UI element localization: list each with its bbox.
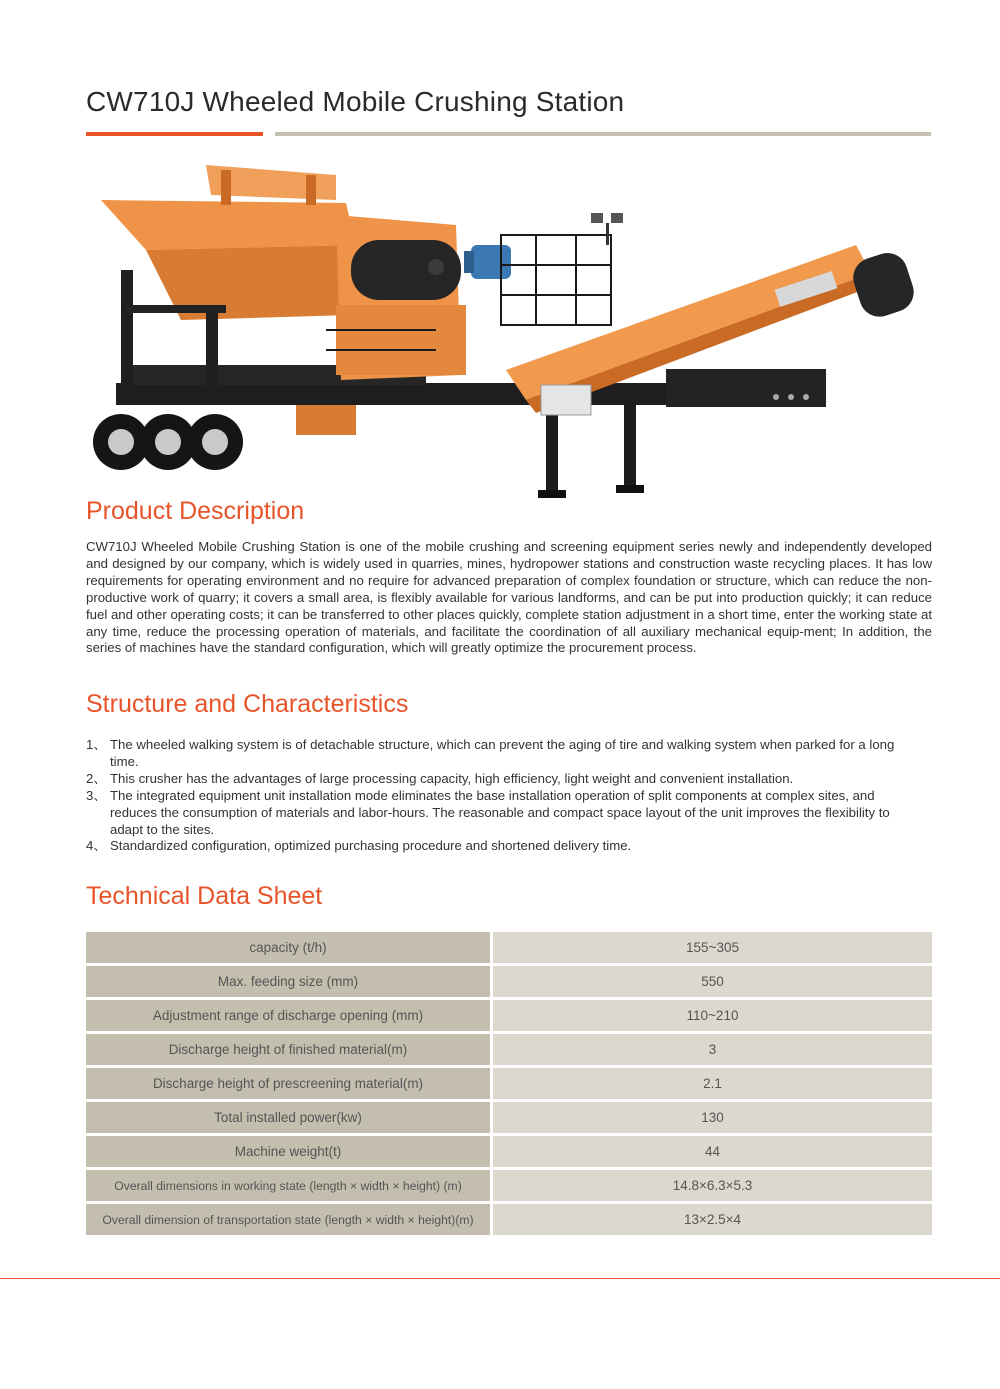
spec-value: 550 xyxy=(493,966,932,997)
spec-value: 110~210 xyxy=(493,1000,932,1031)
spec-label: Discharge height of prescreening material(m) xyxy=(86,1068,493,1099)
list-item xyxy=(86,838,916,855)
support-leg xyxy=(546,405,558,495)
list-item-number: 4、 xyxy=(86,838,107,854)
table-row xyxy=(86,1204,932,1235)
title-accent-rule xyxy=(86,132,263,136)
spec-label: Max. feeding size (mm) xyxy=(86,966,493,997)
spec-value: 155~305 xyxy=(493,932,932,963)
control-box xyxy=(541,385,591,415)
flywheel xyxy=(351,240,461,300)
structure-heading: Structure and Characteristics xyxy=(86,690,409,718)
list-item-number: 2、 xyxy=(86,770,107,786)
spec-label: capacity (t/h) xyxy=(86,932,493,963)
list-item xyxy=(86,788,916,839)
feed-hopper xyxy=(101,200,356,250)
table-row xyxy=(86,966,932,997)
spec-value: 130 xyxy=(493,1102,932,1133)
spec-value: 13×2.5×4 xyxy=(493,1204,932,1235)
list-item-text: This crusher has the advantages of large processing capacity, high efficiency, light weight and convenient installation. xyxy=(110,770,794,786)
list-item-text: The integrated equipment unit installation mode eliminates the base installation operation of split components at complex sites, and reduces the consumption of materials and labor-hours. The reasonable and compact space layout of the unit improves the flexibility to adapt to the sites. xyxy=(110,787,890,837)
spec-label: Adjustment range of discharge opening (mm) xyxy=(86,1000,493,1031)
table-row xyxy=(86,1170,932,1201)
table-row xyxy=(86,1136,932,1167)
motor xyxy=(471,245,511,279)
table-row xyxy=(86,1000,932,1031)
list-item xyxy=(86,771,916,788)
structure-list xyxy=(86,737,916,855)
footer-divider xyxy=(0,1278,1000,1279)
spec-label: Overall dimension of transportation state (length × width × height)(m) xyxy=(86,1204,493,1235)
spec-value: 2.1 xyxy=(493,1068,932,1099)
list-item-text: The wheeled walking system is of detachable structure, which can prevent the aging of tire and walking system when parked for a long time. xyxy=(110,737,895,769)
spec-label: Machine weight(t) xyxy=(86,1136,493,1167)
page-title: CW710J Wheeled Mobile Crushing Station xyxy=(86,86,625,117)
wheel-set xyxy=(93,414,243,470)
list-item-text: Standardized configuration, optimized purchasing procedure and shortened delivery time. xyxy=(110,838,632,854)
spec-value: 3 xyxy=(493,1034,932,1065)
spec-value: 14.8×6.3×5.3 xyxy=(493,1170,932,1201)
list-item xyxy=(86,737,916,771)
spec-label: Discharge height of finished material(m) xyxy=(86,1034,493,1065)
support-leg xyxy=(624,405,636,490)
product-description-text: CW710J Wheeled Mobile Crushing Station is one of the mobile crushing and screening equipment series newly and independently developed and designed by our company, which is widely used in quarries, mines, hydropower stations and construction waste recycling places. It has low requirements for operating environment and no require for advanced preparation of complex foundation or structure, which can reduce the non-productive work of quarry; it covers a small area, is flexibly available for various landforms, and can be put into production quickly; it can reduce fuel and other operating costs; it can be transferred to other places quickly, complete station adjustment in a short time, enter the working state at any time, reduce the processing operation of materials, and facilitate the coordination of all auxiliary mechanical equip-ment; In addition, the series of machines have the standard configuration, which will greatly optimize the procurement process. xyxy=(86,539,932,656)
technical-data-heading: Technical Data Sheet xyxy=(86,882,323,910)
technical-data-table xyxy=(86,929,932,1238)
table-row xyxy=(86,1102,932,1133)
machine-illustration xyxy=(86,155,932,505)
table-row xyxy=(86,1034,932,1065)
table-row xyxy=(86,1068,932,1099)
spec-value: 44 xyxy=(493,1136,932,1167)
list-item-number: 1、 xyxy=(86,737,107,752)
product-description-heading: Product Description xyxy=(86,497,305,525)
spec-label: Total installed power(kw) xyxy=(86,1102,493,1133)
list-item-number: 3、 xyxy=(86,787,107,803)
table-row xyxy=(86,932,932,963)
title-gray-rule xyxy=(275,132,931,136)
gooseneck xyxy=(666,369,826,407)
spec-label: Overall dimensions in working state (length × width × height) (m) xyxy=(86,1170,493,1201)
